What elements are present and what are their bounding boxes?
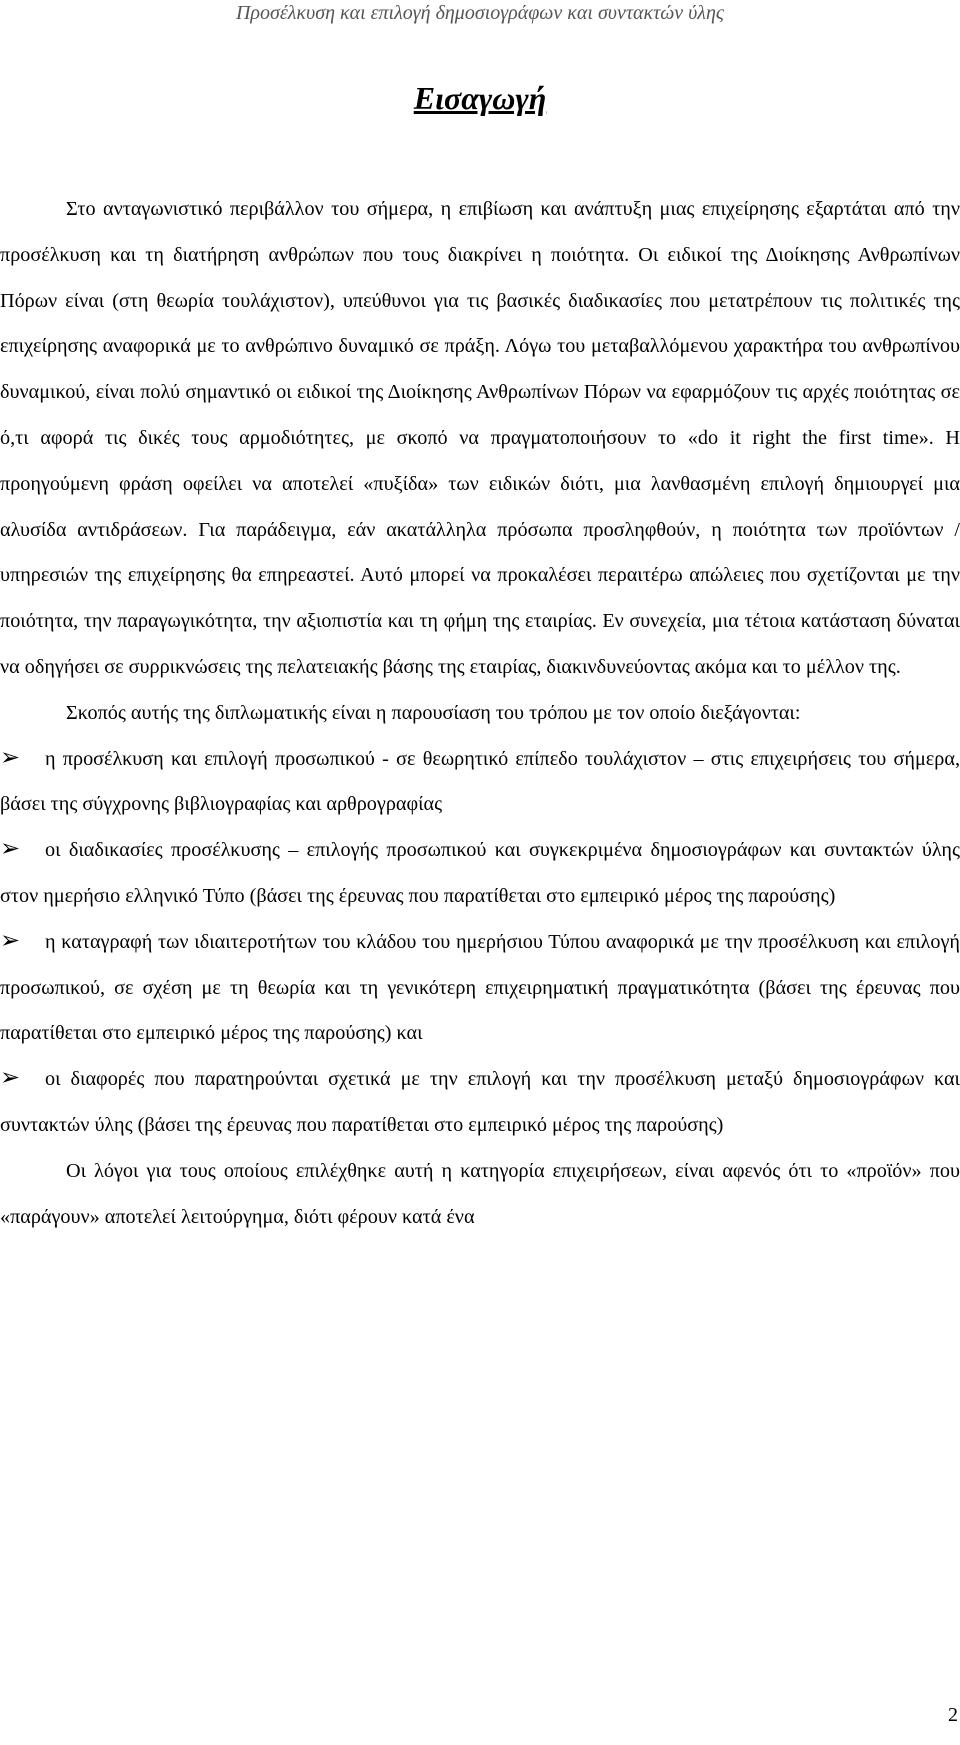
page-number: 2 [948, 1704, 958, 1726]
document-body [0, 187, 960, 1240]
bullet-item [0, 920, 960, 1057]
section-title: Εισαγωγή [413, 80, 547, 116]
bullet-item [0, 1057, 960, 1149]
bullet-text: η καταγραφή των ιδιαιτεροτήτων του κλάδου του ημερήσιου Τύπου αναφορικά με την προσέλκυση και επιλογή προσωπικού, σε σχέση με τη θεωρία και τη γενικότερη επιχειρηματική πραγματικότητα (βάσει της έρευνας που παρατίθεται στο εμπειρικό μέρος της παρούσης) και [0, 930, 960, 1045]
bullet-item [0, 828, 960, 920]
arrow-bullet-icon: ➢ [0, 925, 21, 954]
arrow-bullet-icon: ➢ [0, 742, 21, 771]
reasons-paragraph: Οι λόγοι για τους οποίους επιλέχθηκε αυτή η κατηγορία επιχειρήσεων, είναι αφενός ότι το «προϊόν» που «παράγουν» αποτελεί λειτούργημα, διότι φέρουν κατά ένα [0, 1159, 960, 1228]
bullet-text: η προσέλκυση και επιλογή προσωπικού - σε θεωρητικό επίπεδο τουλάχιστον – στις επιχειρήσεις του σήμερα, βάσει της σύγχρονης βιβλιογραφίας και αρθρογραφίας [0, 747, 960, 816]
bullet-item [0, 737, 960, 829]
bullet-text: οι διαδικασίες προσέλκυσης – επιλογής προσωπικού και συγκεκριμένα δημοσιογράφων και συντακτών ύλης στον ημερήσιο ελληνικό Τύπο (βάσει της έρευνας που παρατίθεται στο εμπειρικό μέρος της παρούσης) [0, 839, 960, 907]
bullet-text: οι διαφορές που παρατηρούνται σχετικά με την επιλογή και την προσέλκυση μεταξύ δημοσιογράφων και συντακτών ύλης (βάσει της έρευνας που παρατίθεται στο εμπειρικό μέρος της παρούσης) [0, 1068, 960, 1136]
arrow-bullet-icon: ➢ [0, 1063, 21, 1092]
purpose-paragraph: Σκοπός αυτής της διπλωματικής είναι η παρουσίαση του τρόπου με τον οποίο διεξάγονται: [66, 701, 801, 724]
running-header: Προσέλκυση και επιλογή δημοσιογράφων και συντακτών ύλης [235, 2, 724, 24]
arrow-bullet-icon: ➢ [0, 834, 21, 863]
intro-paragraph: Στο ανταγωνιστικό περιβάλλον του σήμερα, η επιβίωση και ανάπτυξη μιας επιχείρησης εξαρτάται από την προσέλκυση και τη διατήρηση ανθρώπων που τους διακρίνει η ποιότητα. Οι ειδικοί της Διοίκησης Ανθρωπίνων Πόρων είναι (στη θεωρία τουλάχιστον), υπεύθυνοι για τις βασικές διαδικασίες που μετατρέπουν τις πολιτικές της επιχείρησης αναφορικά με το ανθρώπινο δυναμικό σε πράξη. Λόγω του μεταβαλλόμενου χαρακτήρα του ανθρωπίνου δυναμικού, είναι πολύ σημαντικό οι ειδικοί της Διοίκησης Ανθρωπίνων Πόρων να εφαρμόζουν τις αρχές ποιότητας σε ό,τι αφορά τις δικές τους αρμοδιότητες, με σκοπό να πραγματοποιήσουν το «do it right the first time». Η προηγούμενη φράση οφείλει να αποτελεί «πυξίδα» των ειδικών διότι, μια λανθασμένη επιλογή δημιουργεί μια αλυσίδα αντιδράσεων. Για παράδειγμα, εάν ακατάλληλα πρόσωπα προσληφθούν, η ποιότητα των προϊόντων / υπηρεσιών της επιχείρησης θα επηρεαστεί. Αυτό μπορεί να προκαλέσει περαιτέρω απώλειες που σχετίζονται με την ποιότητα, την παραγωγικότητα, την αξιοπιστία και τη φήμη της εταιρίας. Εν συνεχεία, μια τέτοια κατάσταση δύναται να οδηγήσει σε συρρικνώσεις της πελατειακής βάσης της εταιρίας, διακινδυνεύοντας ακόμα και το μέλλον της. [0, 198, 960, 678]
